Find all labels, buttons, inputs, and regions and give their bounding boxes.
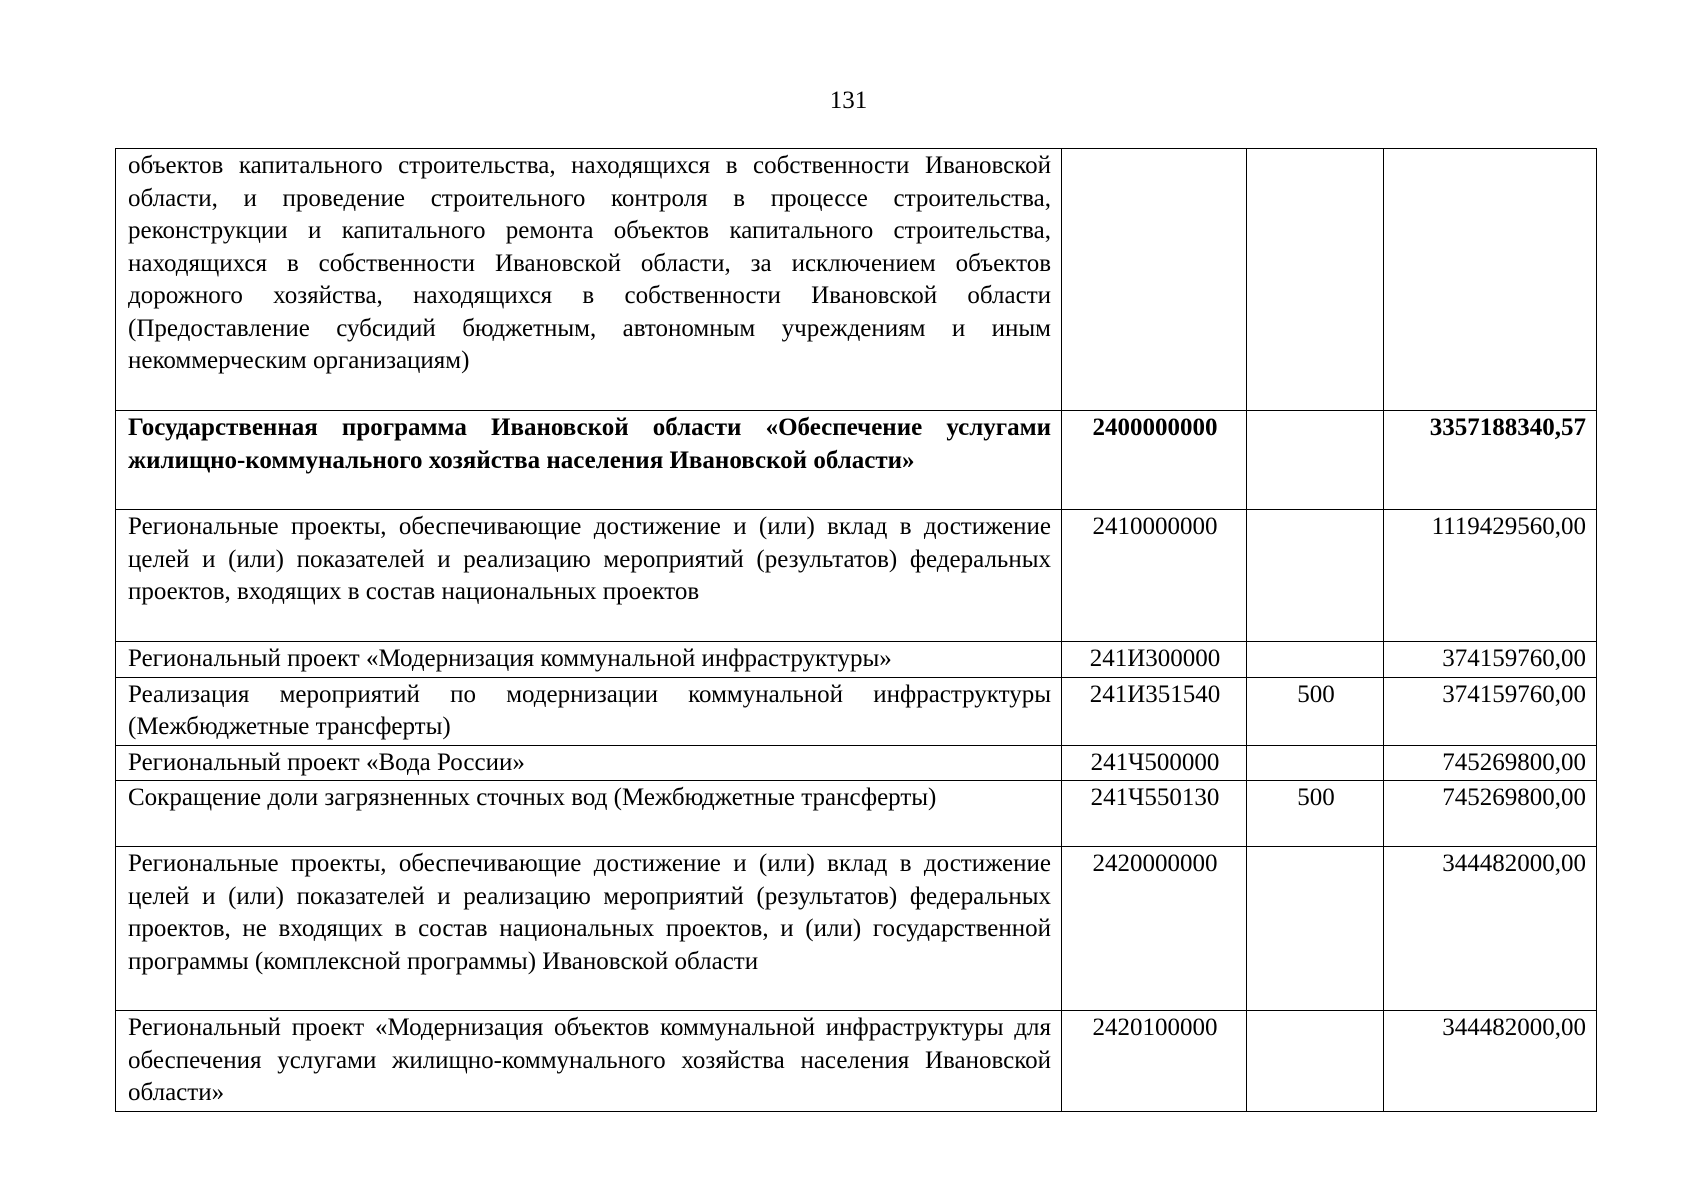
row-amount: 374159760,00 (1384, 677, 1597, 745)
row-name: Региональный проект «Модернизация объектов коммунальной инфраструктуры для обеспечения услугами жилищно-коммунального хозяйства населения Ивановской области» (116, 1011, 1062, 1112)
row-code: 241И300000 (1062, 642, 1247, 678)
row-expense-type (1247, 411, 1384, 510)
table-row (116, 510, 1597, 642)
row-code: 2410000000 (1062, 510, 1247, 642)
row-amount: 374159760,00 (1384, 642, 1597, 678)
table-row (116, 642, 1597, 678)
row-code: 2420100000 (1062, 1011, 1247, 1112)
row-code (1062, 149, 1247, 411)
row-expense-type (1247, 1011, 1384, 1112)
row-code: 2400000000 (1062, 411, 1247, 510)
row-name: объектов капитального строительства, находящихся в собственности Ивановской области, и проведение строительного контроля в процессе строительства, реконструкции и капитального ремонта объектов капитального строительства, находящихся в собственности Ивановской области, за исключением объектов дорожного хозяйства, находящихся в собственности Ивановской области (Предоставление субсидий бюджетным, автономным учреждениям и иным некоммерческим организациям) (116, 149, 1062, 411)
row-name: Государственная программа Ивановской области «Обеспечение услугами жилищно-коммунального хозяйства населения Ивановской области» (116, 411, 1062, 510)
row-name: Реализация мероприятий по модернизации коммунальной инфраструктуры (Межбюджетные трансферты) (116, 677, 1062, 745)
row-code: 241Ч500000 (1062, 745, 1247, 781)
table-row (116, 781, 1597, 847)
row-name: Сокращение доли загрязненных сточных вод (Межбюджетные трансферты) (116, 781, 1062, 847)
row-code: 241Ч550130 (1062, 781, 1247, 847)
row-name: Региональный проект «Вода России» (116, 745, 1062, 781)
row-code: 2420000000 (1062, 847, 1247, 1011)
row-amount: 1119429560,00 (1384, 510, 1597, 642)
row-code: 241И351540 (1062, 677, 1247, 745)
row-expense-type (1247, 149, 1384, 411)
row-expense-type (1247, 847, 1384, 1011)
row-expense-type (1247, 642, 1384, 678)
row-expense-type: 500 (1247, 677, 1384, 745)
row-expense-type: 500 (1247, 781, 1384, 847)
row-expense-type (1247, 510, 1384, 642)
page-number: 131 (829, 87, 868, 114)
row-amount: 344482000,00 (1384, 847, 1597, 1011)
row-amount (1384, 149, 1597, 411)
row-name: Региональные проекты, обеспечивающие достижение и (или) вклад в достижение целей и (или) показателей и реализацию мероприятий (результатов) федеральных проектов, входящих в состав национальных проектов (116, 510, 1062, 642)
row-amount: 745269800,00 (1384, 781, 1597, 847)
row-amount: 344482000,00 (1384, 1011, 1597, 1112)
table-row (116, 1011, 1597, 1112)
table-row (116, 745, 1597, 781)
table-row (116, 847, 1597, 1011)
table-row (116, 149, 1597, 411)
row-amount: 3357188340,57 (1384, 411, 1597, 510)
budget-table (115, 148, 1597, 1112)
row-name: Региональные проекты, обеспечивающие достижение и (или) вклад в достижение целей и (или) показателей и реализацию мероприятий (результатов) федеральных проектов, не входящих в состав национальных проектов, и (или) государственной программы (комплексной программы) Ивановской области (116, 847, 1062, 1011)
row-amount: 745269800,00 (1384, 745, 1597, 781)
table-row (116, 411, 1597, 510)
row-name: Региональный проект «Модернизация коммунальной инфраструктуры» (116, 642, 1062, 678)
row-expense-type (1247, 745, 1384, 781)
table-row (116, 677, 1597, 745)
